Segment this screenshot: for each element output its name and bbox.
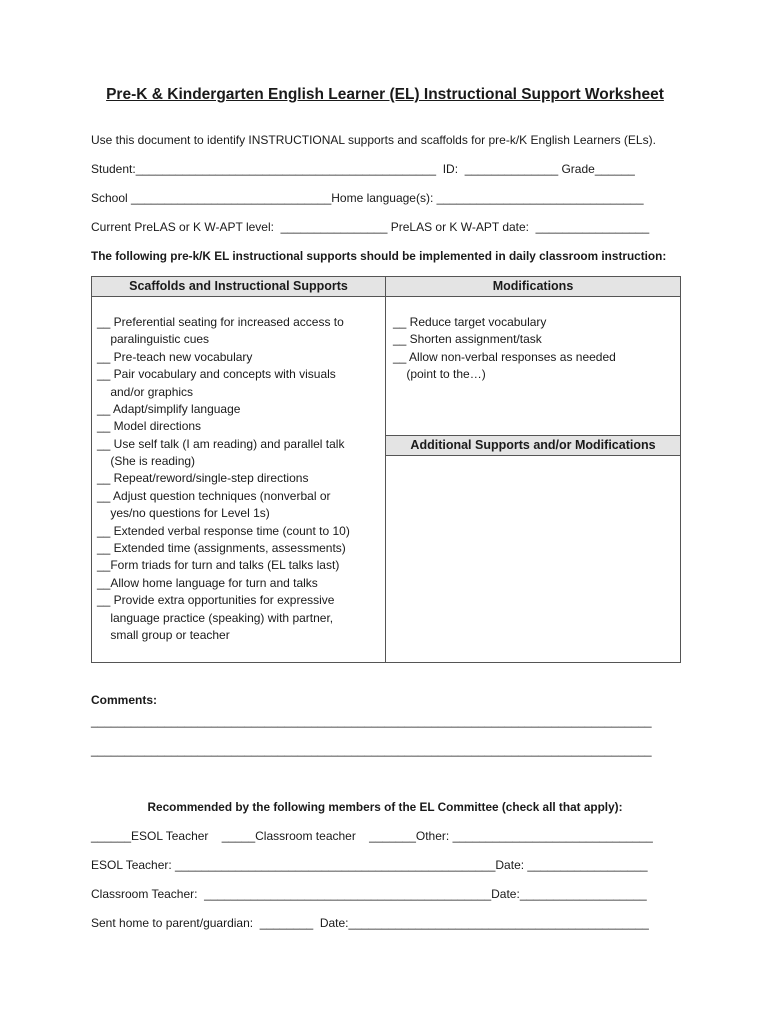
list-item[interactable]: __ Provide extra opportunities for expressive [97,593,335,607]
esol-teacher-line[interactable]: ESOL Teacher: ________________________________________________Date: __________________ [91,858,648,872]
list-item[interactable]: __ Pre-teach new vocabulary [97,350,253,364]
list-item: (She is reading) [97,454,196,468]
list-item[interactable]: __ Extended verbal response time (count to 10) [97,524,350,538]
list-item[interactable]: __ Repeat/reword/single-step directions [97,471,309,485]
sent-home-line[interactable]: Sent home to parent/guardian: ________ Date:_____________________________________________ [91,916,649,930]
comments-line-1[interactable]: ____________________________________________________________________________________ [91,714,652,728]
sub-header-additional-supports: Additional Supports and/or Modifications [386,436,680,456]
list-item: yes/no questions for Level 1s) [97,506,270,520]
list-item[interactable]: __ Adjust question techniques (nonverbal or [97,489,331,503]
page-title: Pre-K & Kindergarten English Learner (EL) Instructional Support Worksheet [106,86,664,103]
list-item: (point to the…) [393,367,486,381]
col-header-modifications: Modifications [386,277,680,297]
classroom-teacher-line[interactable]: Classroom Teacher: ___________________________________________Date:___________________ [91,887,647,901]
list-item: language practice (speaking) with partner, [97,611,334,625]
committee-heading: Recommended by the following members of the EL Committee (check all that apply): [147,800,623,814]
comments-label: Comments: [91,693,158,707]
instruction-heading: The following pre-k/K EL instructional supports should be implemented in daily classroom instruction: [91,249,667,263]
comments-line-2[interactable]: ____________________________________________________________________________________ [91,743,652,757]
list-item[interactable]: __ Model directions [97,419,202,433]
col-header-scaffolds: Scaffolds and Instructional Supports [92,277,385,297]
committee-roles-line[interactable]: ______ESOL Teacher _____Classroom teacher _______Other: ______________________________ [91,829,653,843]
list-item[interactable]: __ Preferential seating for increased access to [97,315,344,329]
list-item[interactable]: __Allow home language for turn and talks [97,576,318,590]
list-item: paralinguistic cues [97,332,210,346]
list-item[interactable]: __ Reduce target vocabulary [393,315,547,329]
list-item: small group or teacher [97,628,230,642]
list-item[interactable]: __Form triads for turn and talks (EL talks last) [97,558,340,572]
list-item: and/or graphics [97,385,194,399]
prelas-level-date-line[interactable]: Current PreLAS or K W-APT level: ________________ PreLAS or K W-APT date: _________________ [91,220,650,234]
list-item[interactable]: __ Shorten assignment/task [393,332,542,346]
school-home-language-line[interactable]: School ______________________________Home language(s): _______________________________ [91,191,644,205]
list-item[interactable]: __ Pair vocabulary and concepts with visuals [97,367,336,381]
list-item[interactable]: __ Use self talk (I am reading) and parallel talk [97,437,345,451]
list-item[interactable]: __ Allow non-verbal responses as needed [393,350,616,364]
table-divider [385,277,386,662]
list-item[interactable]: __ Adapt/simplify language [97,402,241,416]
student-id-grade-line[interactable]: Student:_____________________________________________ ID: ______________ Grade______ [91,162,635,176]
list-item[interactable]: __ Extended time (assignments, assessments) [97,541,346,555]
intro-text: Use this document to identify INSTRUCTIONAL supports and scaffolds for pre-k/K English Learners (ELs). [91,133,656,147]
